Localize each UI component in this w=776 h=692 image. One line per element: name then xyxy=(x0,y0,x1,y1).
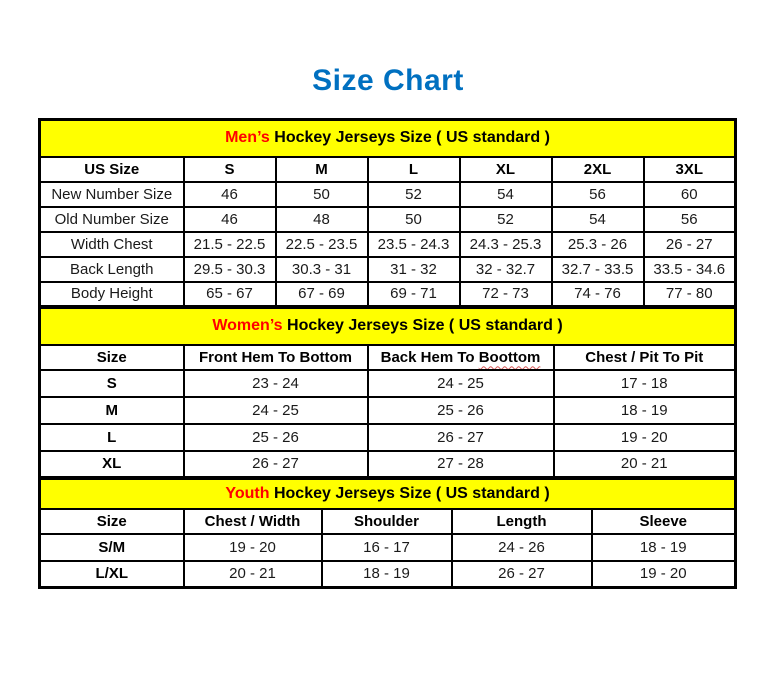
size-value-cell: 20 - 21 xyxy=(184,561,322,588)
row-label: S/M xyxy=(40,534,184,561)
womens-size-table xyxy=(38,306,737,479)
row-label: M xyxy=(40,397,184,424)
column-header: Sleeve xyxy=(592,509,736,534)
column-header: Size xyxy=(40,345,184,370)
column-header: S xyxy=(184,157,276,182)
row-label: Back Length xyxy=(40,257,184,282)
header-text: Back Hem To xyxy=(380,348,479,366)
size-value-cell: 18 - 19 xyxy=(592,534,736,561)
size-value-cell: 69 - 71 xyxy=(368,282,460,307)
table-row xyxy=(40,451,736,478)
mens-size-table xyxy=(38,118,737,308)
size-value-cell: 22.5 - 23.5 xyxy=(276,232,368,257)
size-tables-container xyxy=(38,118,734,589)
column-header: Shoulder xyxy=(322,509,452,534)
column-header: Chest / Width xyxy=(184,509,322,534)
banner-text: Hockey Jerseys Size ( US standard ) xyxy=(269,129,550,147)
size-value-cell: 31 - 32 xyxy=(368,257,460,282)
womens-section-banner xyxy=(40,308,736,345)
size-value-cell: 19 - 20 xyxy=(554,424,736,451)
page-title: Size Chart xyxy=(312,64,464,97)
size-value-cell: 54 xyxy=(460,182,552,207)
size-value-cell: 19 - 20 xyxy=(592,561,736,588)
size-value-cell: 54 xyxy=(552,207,644,232)
size-value-cell: 48 xyxy=(276,207,368,232)
row-label: S xyxy=(40,370,184,397)
column-header: 2XL xyxy=(552,157,644,182)
size-value-cell: 72 - 73 xyxy=(460,282,552,307)
column-header xyxy=(368,345,554,370)
size-value-cell: 60 xyxy=(644,182,736,207)
size-value-cell: 33.5 - 34.6 xyxy=(644,257,736,282)
size-value-cell: 25.3 - 26 xyxy=(552,232,644,257)
size-value-cell: 56 xyxy=(552,182,644,207)
banner-text: Hockey Jerseys Size ( US standard ) xyxy=(269,484,550,502)
row-label: Old Number Size xyxy=(40,207,184,232)
table-row xyxy=(40,282,736,307)
column-header: Size xyxy=(40,509,184,534)
mens-section-banner xyxy=(40,120,736,157)
size-value-cell: 24 - 26 xyxy=(452,534,592,561)
size-value-cell: 29.5 - 30.3 xyxy=(184,257,276,282)
size-value-cell: 26 - 27 xyxy=(368,424,554,451)
size-value-cell: 65 - 67 xyxy=(184,282,276,307)
banner-highlight: Men’s xyxy=(225,129,270,147)
row-label: New Number Size xyxy=(40,182,184,207)
row-label: XL xyxy=(40,451,184,478)
row-label: Width Chest xyxy=(40,232,184,257)
table-row xyxy=(40,370,736,397)
size-value-cell: 26 - 27 xyxy=(184,451,368,478)
size-value-cell: 18 - 19 xyxy=(322,561,452,588)
size-value-cell: 26 - 27 xyxy=(452,561,592,588)
column-header: US Size xyxy=(40,157,184,182)
size-value-cell: 46 xyxy=(184,182,276,207)
size-value-cell: 50 xyxy=(276,182,368,207)
table-row xyxy=(40,232,736,257)
size-value-cell: 46 xyxy=(184,207,276,232)
womens-header-row xyxy=(40,345,736,370)
size-value-cell: 23.5 - 24.3 xyxy=(368,232,460,257)
column-header: XL xyxy=(460,157,552,182)
size-value-cell: 50 xyxy=(368,207,460,232)
size-value-cell: 52 xyxy=(368,182,460,207)
misspelled-word: Boottom xyxy=(478,348,541,366)
size-value-cell: 30.3 - 31 xyxy=(276,257,368,282)
row-label: L/XL xyxy=(40,561,184,588)
banner-highlight: Youth xyxy=(225,484,270,502)
size-value-cell: 67 - 69 xyxy=(276,282,368,307)
size-value-cell: 18 - 19 xyxy=(554,397,736,424)
size-value-cell: 26 - 27 xyxy=(644,232,736,257)
column-header: L xyxy=(368,157,460,182)
column-header: M xyxy=(276,157,368,182)
table-row xyxy=(40,561,736,588)
size-value-cell: 25 - 26 xyxy=(368,397,554,424)
size-value-cell: 25 - 26 xyxy=(184,424,368,451)
size-value-cell: 27 - 28 xyxy=(368,451,554,478)
column-header: 3XL xyxy=(644,157,736,182)
size-value-cell: 24.3 - 25.3 xyxy=(460,232,552,257)
table-row xyxy=(40,257,736,282)
size-value-cell: 77 - 80 xyxy=(644,282,736,307)
column-header: Chest / Pit To Pit xyxy=(554,345,736,370)
size-value-cell: 23 - 24 xyxy=(184,370,368,397)
banner-text: Hockey Jerseys Size ( US standard ) xyxy=(282,317,563,335)
row-label: L xyxy=(40,424,184,451)
size-value-cell: 21.5 - 22.5 xyxy=(184,232,276,257)
size-value-cell: 19 - 20 xyxy=(184,534,322,561)
table-row xyxy=(40,534,736,561)
size-value-cell: 17 - 18 xyxy=(554,370,736,397)
table-row xyxy=(40,182,736,207)
youth-size-table xyxy=(38,477,737,589)
table-row xyxy=(40,207,736,232)
youth-section-banner xyxy=(40,479,736,509)
youth-header-row xyxy=(40,509,736,534)
size-value-cell: 74 - 76 xyxy=(552,282,644,307)
row-label: Body Height xyxy=(40,282,184,307)
size-value-cell: 24 - 25 xyxy=(368,370,554,397)
size-value-cell: 56 xyxy=(644,207,736,232)
column-header: Length xyxy=(452,509,592,534)
size-value-cell: 52 xyxy=(460,207,552,232)
size-value-cell: 16 - 17 xyxy=(322,534,452,561)
table-row xyxy=(40,424,736,451)
column-header: Front Hem To Bottom xyxy=(184,345,368,370)
size-value-cell: 32.7 - 33.5 xyxy=(552,257,644,282)
size-value-cell: 32 - 32.7 xyxy=(460,257,552,282)
table-row xyxy=(40,397,736,424)
mens-header-row xyxy=(40,157,736,182)
size-value-cell: 20 - 21 xyxy=(554,451,736,478)
size-value-cell: 24 - 25 xyxy=(184,397,368,424)
banner-highlight: Women’s xyxy=(212,317,283,335)
